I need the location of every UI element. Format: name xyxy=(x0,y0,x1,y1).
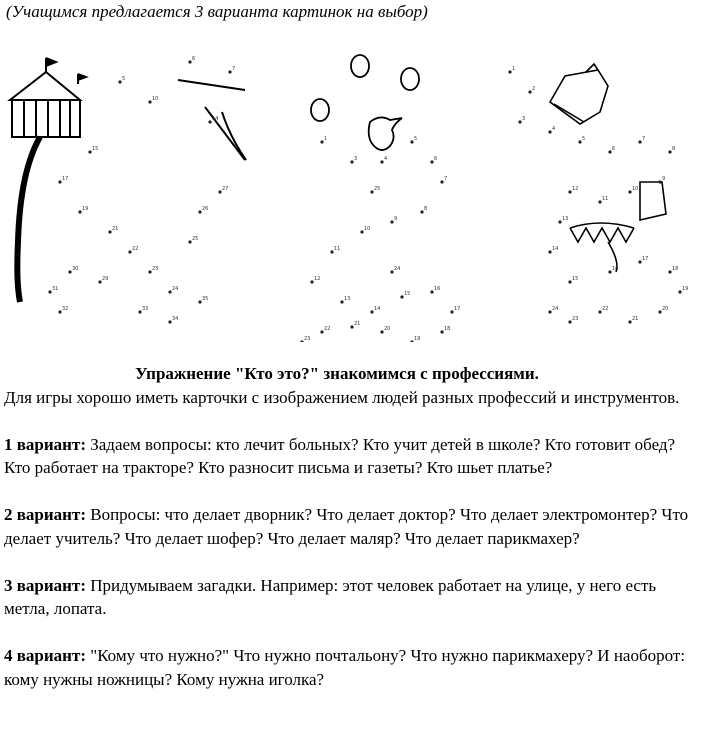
dot-number: 10 xyxy=(364,226,371,232)
dot-number: 24 xyxy=(394,266,401,272)
dot-number: 4 xyxy=(552,126,556,132)
dot-number: 13 xyxy=(562,216,569,222)
dot-number: 20 xyxy=(662,306,669,312)
dot-number: 6 xyxy=(434,156,438,162)
dot-number: 3 xyxy=(522,116,526,122)
dot-number: 18 xyxy=(444,326,451,332)
dot-number: 12 xyxy=(314,276,321,282)
variant-1 xyxy=(4,433,700,480)
variant-label: 2 вариант: xyxy=(4,505,86,524)
dot-to-dot-pictures xyxy=(0,42,704,342)
variant-4 xyxy=(4,644,700,691)
dot-number: 34 xyxy=(172,316,179,322)
dot-number: 20 xyxy=(384,326,391,332)
dot-number: 31 xyxy=(52,286,59,292)
dot-number: 8 xyxy=(424,206,428,212)
dot-number: 1 xyxy=(324,136,328,142)
dot-number: 18 xyxy=(672,266,679,272)
clown-bag-outline xyxy=(640,182,666,220)
dot-number: 12 xyxy=(572,186,579,192)
dot-number: 2 xyxy=(532,86,536,92)
juggler-head-outline xyxy=(369,117,402,150)
variant-text: Вопросы: что делает дворник? Что делает доктор? Что делает электромонтер? Что делает учитель? Что делает шофер? Что делает маляр? Что делает парикмахер? xyxy=(4,505,689,548)
dot-number: 14 xyxy=(552,246,559,252)
dot-number: 22 xyxy=(324,326,331,332)
dot-number: 27 xyxy=(222,186,229,192)
juggler-picture xyxy=(282,42,472,342)
dot-number: 21 xyxy=(112,226,119,232)
dot-number: 5 xyxy=(122,76,126,82)
dot-number: 7 xyxy=(642,136,646,142)
variant-3 xyxy=(4,574,700,621)
dot-number: 5 xyxy=(582,136,586,142)
dot-number: 26 xyxy=(202,206,209,212)
circus-horse-picture xyxy=(0,42,275,342)
dot-number: 35 xyxy=(202,296,209,302)
clown-dots xyxy=(508,66,688,324)
dot-number: 14 xyxy=(374,306,381,312)
variant-label: 1 вариант: xyxy=(4,434,86,454)
dot-number: 15 xyxy=(404,291,411,297)
dot-number: 23 xyxy=(304,336,311,342)
dot-number: 16 xyxy=(612,266,619,272)
dot-number: 13 xyxy=(344,296,351,302)
dot-number: 23 xyxy=(572,316,579,322)
dot-number: 29 xyxy=(102,276,109,282)
dot-number: 8 xyxy=(672,146,676,152)
dot-number: 19 xyxy=(682,286,689,292)
variant-text: Задаем вопросы: кто лечит больных? Кто учит детей в школе? Кто готовит обед? Кто работает на тракторе? Кто разносит письма и газеты? Кто шьет платье? xyxy=(4,434,676,477)
variant-label: 4 вариант: xyxy=(4,646,86,665)
ball-icon xyxy=(351,55,369,77)
dot-number: 10 xyxy=(632,186,639,192)
juggler-dots xyxy=(300,136,460,342)
dot-number: 9 xyxy=(662,176,666,182)
dot-number: 6 xyxy=(612,146,616,152)
dot-number: 24 xyxy=(552,306,559,312)
dot-number: 16 xyxy=(434,286,441,292)
dot-number: 25 xyxy=(374,186,381,192)
variant-2 xyxy=(4,503,700,550)
dot-number: 10 xyxy=(152,96,159,102)
dot-number: 4 xyxy=(384,156,388,162)
dot-number: 21 xyxy=(354,321,361,327)
ball-icon xyxy=(311,99,329,121)
clown-picture xyxy=(490,42,704,342)
exercise-heading: Упражнение "Кто это?" знакомимся с профессиями. xyxy=(135,364,539,383)
dot-number: 24 xyxy=(172,286,179,292)
variant-label: 3 вариант: xyxy=(4,575,86,595)
dot-number: 14 xyxy=(212,116,219,122)
dot-number: 7 xyxy=(232,66,236,72)
dot-number: 19 xyxy=(82,206,89,212)
dot-number: 17 xyxy=(454,306,461,312)
dot-number: 17 xyxy=(642,256,649,262)
dot-number: 19 xyxy=(414,336,421,342)
dot-number: 15 xyxy=(92,146,99,152)
dot-number: 11 xyxy=(602,196,609,202)
dot-number: 23 xyxy=(152,266,159,272)
clown-ruffle-outline xyxy=(570,228,634,242)
dot-number: 17 xyxy=(62,176,69,182)
dot-number: 15 xyxy=(572,276,579,282)
dot-number: 3 xyxy=(354,156,358,162)
dot-number: 9 xyxy=(394,216,398,222)
dot-number: 25 xyxy=(192,236,199,242)
dot-number: 22 xyxy=(132,246,139,252)
dot-number: 30 xyxy=(72,266,79,272)
exercise-text xyxy=(4,362,700,691)
dot-number: 7 xyxy=(444,176,448,182)
dot-number: 1 xyxy=(512,66,516,72)
variant-text: "Кому что нужно?" Что нужно почтальону? Что нужно парикмахеру? И наоборот: кому нужны ножницы? Кому нужна иголка? xyxy=(4,646,686,689)
dot-number: 22 xyxy=(602,306,609,312)
dot-number: 21 xyxy=(632,316,639,322)
dot-number: 32 xyxy=(62,306,69,312)
dot-number: 6 xyxy=(192,56,196,62)
ball-icon xyxy=(401,68,419,90)
intro-paragraph: Для игры хорошо иметь карточки с изображением людей разных профессий и инструментов. xyxy=(4,387,680,407)
dot-number: 5 xyxy=(414,136,418,142)
dot-number: 33 xyxy=(142,306,149,312)
clown-hat-outline xyxy=(550,70,608,124)
variant-text: Придумываем загадки. Например: этот человек работает на улице, у него есть метла, лопата. xyxy=(4,575,657,618)
dot-number: 11 xyxy=(334,246,341,252)
intro-note: (Учащимся предлагается 3 варианта картинок на выбор) xyxy=(6,2,428,21)
